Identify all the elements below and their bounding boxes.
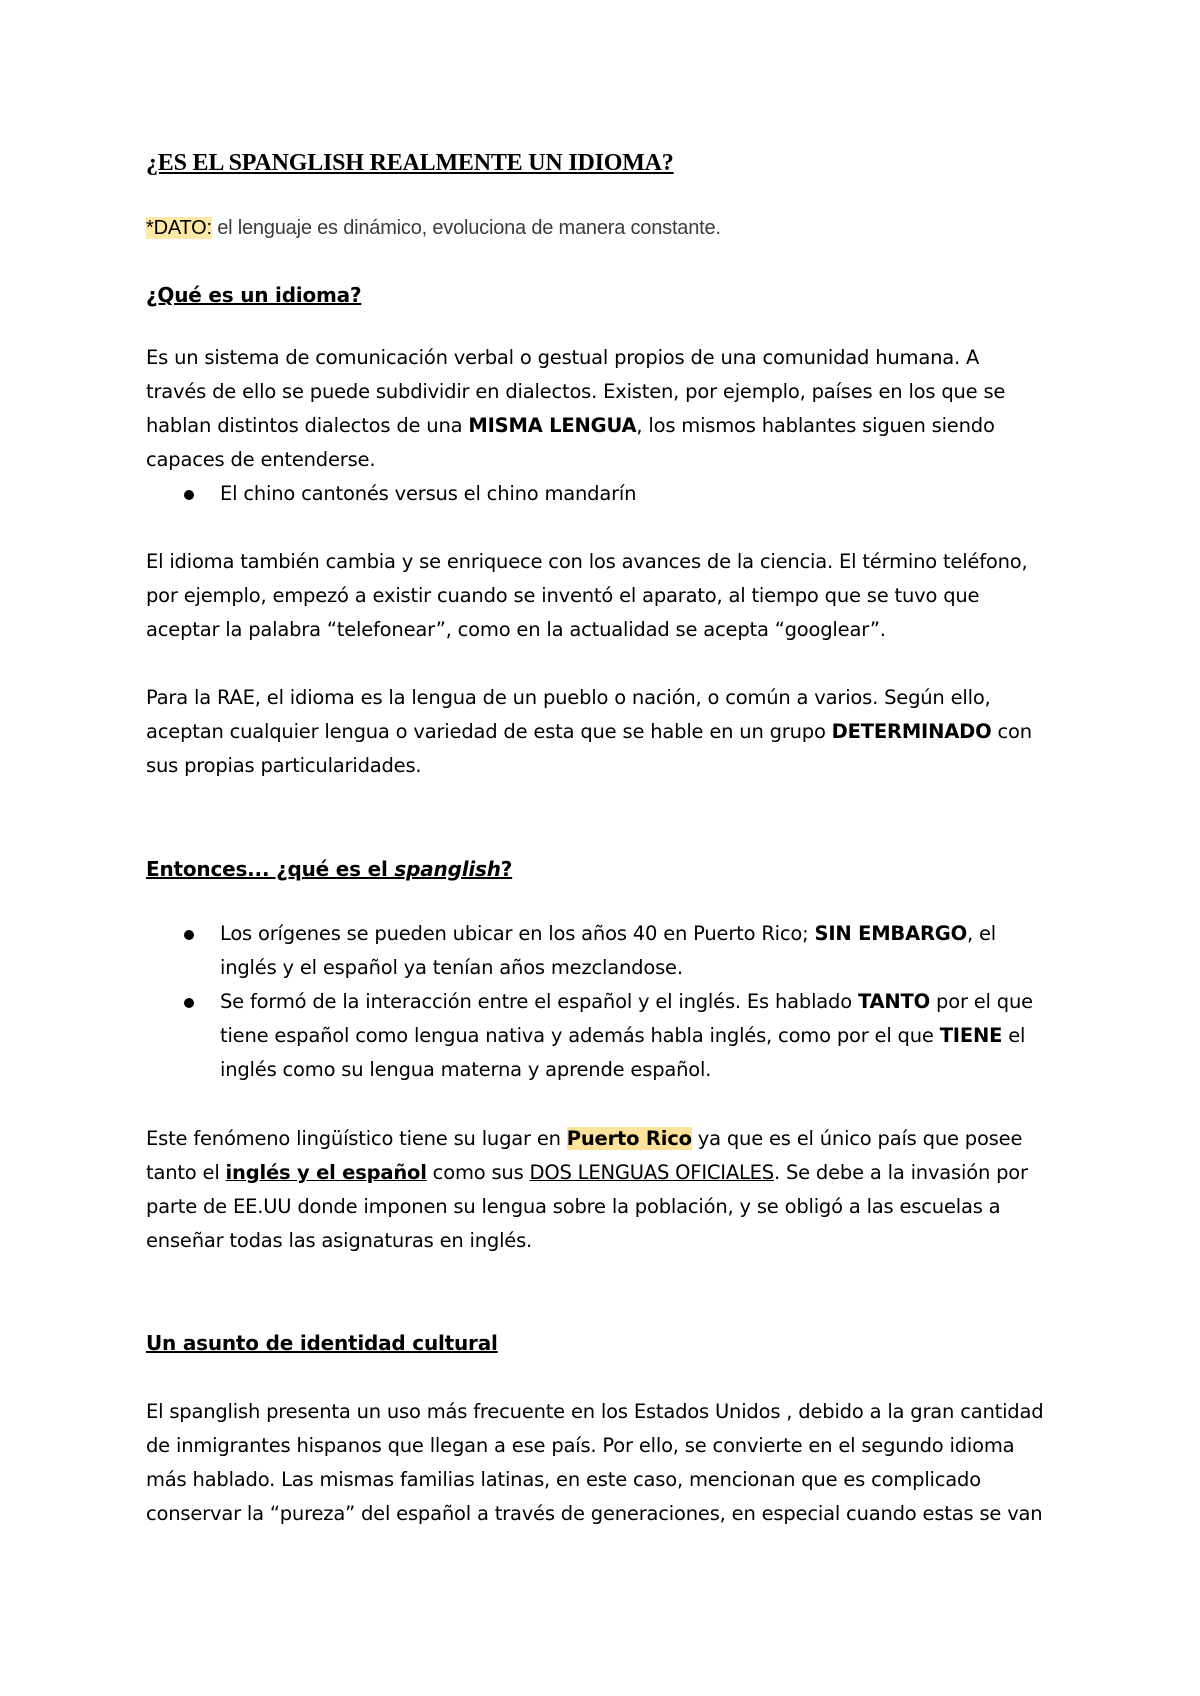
bullet-list-origenes — [146, 917, 1076, 1087]
text-line: El idioma también cambia y se enriquece con los avances de la ciencia. El término teléfono, — [146, 550, 1028, 573]
dato-text: el lenguaje es dinámico, evoluciona de manera constante. — [211, 217, 721, 239]
bullet-icon — [184, 930, 194, 940]
text-line: capaces de entenderse. — [146, 448, 376, 471]
emphasis-ingles-espanol: inglés y el español — [225, 1161, 427, 1184]
text-line: aceptar la palabra “telefonear”, como en la actualidad se acepta “googlear”. — [146, 618, 886, 641]
bullet-icon — [184, 490, 194, 500]
text-line: Para la RAE, el idioma es la lengua de un pueblo o nación, o común a varios. Según ello, — [146, 686, 991, 709]
document-title: ¿ES EL SPANGLISH REALMENTE UN IDIOMA? — [146, 150, 674, 176]
dato-label: *DATO: — [146, 217, 212, 239]
paragraph-definicion — [146, 341, 1076, 477]
text-line: hablan distintos dialectos de una MISMA LENGUA, los mismos hablantes siguen siendo — [146, 414, 995, 437]
list-item: Los orígenes se pueden ubicar en los años 40 en Puerto Rico; SIN EMBARGO, el inglés y el español ya tenían años mezclandose. — [146, 917, 1076, 985]
text-line: Este fenómeno lingüístico tiene su lugar en Puerto Rico ya que es el único país que posee — [146, 1127, 1023, 1150]
paragraph-rae — [146, 681, 1076, 783]
emphasis-sin-embargo: SIN EMBARGO — [814, 922, 967, 945]
text-line: por ejemplo, empezó a existir cuando se inventó el aparato, al tiempo que se tuvo que — [146, 584, 980, 607]
dato-note — [146, 212, 721, 244]
list-item: El chino cantonés versus el chino mandarín — [146, 477, 1076, 511]
paragraph-ciencia — [146, 545, 1076, 647]
heading-que-es-un-idioma: ¿Qué es un idioma? — [146, 283, 362, 307]
emphasis-misma-lengua: MISMA LENGUA — [468, 414, 637, 437]
text-line: de inmigrantes hispanos que llegan a ese país. Por ello, se convierte en el segundo idioma — [146, 1434, 1015, 1457]
text-line: más hablado. Las mismas familias latinas, en este caso, mencionan que es complicado — [146, 1468, 981, 1491]
list-item: Se formó de la interacción entre el español y el inglés. Es hablado TANTO por el que tiene español como lengua nativa y además habla inglés, como por el que TIENE el inglés como su lengua materna y aprende español. — [146, 985, 1076, 1087]
text-line: conservar la “pureza” del español a través de generaciones, en especial cuando estas se van — [146, 1502, 1043, 1525]
bullet-icon — [184, 998, 194, 1008]
emphasis-tiene: TIENE — [939, 1024, 1003, 1047]
paragraph-estados-unidos — [146, 1395, 1076, 1531]
bullet-list-dialectos — [146, 477, 1076, 511]
text-line: través de ello se puede subdividir en dialectos. Existen, por ejemplo, países en los que se — [146, 380, 1006, 403]
text-line: tanto el inglés y el español como sus DOS LENGUAS OFICIALES. Se debe a la invasión por — [146, 1161, 1028, 1184]
text-line: enseñar todas las asignaturas en inglés. — [146, 1229, 533, 1252]
text-line: El spanglish presenta un uso más frecuente en los Estados Unidos , debido a la gran cantidad — [146, 1400, 1044, 1423]
emphasis-tanto: TANTO — [857, 990, 931, 1013]
text-line: parte de EE.UU donde imponen su lengua sobre la población, y se obligó a las escuelas a — [146, 1195, 1001, 1218]
emphasis-dos-lenguas: DOS LENGUAS OFICIALES — [529, 1161, 774, 1184]
highlight-puerto-rico: Puerto Rico — [566, 1127, 692, 1150]
paragraph-puerto-rico — [146, 1122, 1076, 1258]
heading-que-es-spanglish: Entonces... ¿qué es el spanglish? — [146, 857, 513, 881]
emphasis-determinado: DETERMINADO — [831, 720, 992, 743]
text-line: Es un sistema de comunicación verbal o gestual propios de una comunidad humana. A — [146, 346, 980, 369]
heading-identidad-cultural: Un asunto de identidad cultural — [146, 1331, 498, 1355]
text-line: sus propias particularidades. — [146, 754, 422, 777]
text-line: aceptan cualquier lengua o variedad de esta que se hable en un grupo DETERMINADO con — [146, 720, 1032, 743]
